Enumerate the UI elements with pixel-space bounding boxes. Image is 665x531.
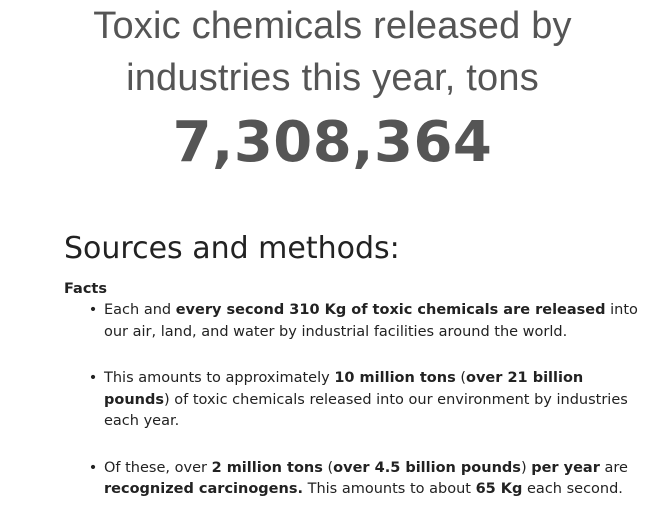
fact-text: This amounts to about <box>302 481 476 497</box>
headline-line-1: Toxic chemicals released by <box>93 5 572 47</box>
fact-item <box>88 300 644 343</box>
bullet-icon: • <box>88 370 98 386</box>
fact-text: Of these, over <box>104 459 212 476</box>
fact-text: ) <box>520 459 532 476</box>
fact-item <box>88 458 644 501</box>
fact-emphasis: recognized carcinogens. <box>104 481 303 497</box>
fact-text: each second. <box>522 481 623 497</box>
fact-emphasis: over 21 billion pounds <box>104 370 584 408</box>
toxic-release-counter: 7,308,364 <box>172 110 493 175</box>
fact-emphasis: per year <box>531 459 600 476</box>
sources-methods-heading: Sources and methods: <box>64 231 400 266</box>
fact-text: into our air, land, and water by industrial facilities around the world. <box>104 302 638 340</box>
fact-text: This amounts to approximately <box>104 370 335 386</box>
fact-text: ) of toxic chemicals released into our environment by industries each year. <box>104 391 628 429</box>
fact-text: are <box>599 459 628 476</box>
facts-label: Facts <box>64 281 107 297</box>
fact-text: ( <box>455 370 467 386</box>
fact-emphasis: over 4.5 billion pounds <box>333 459 521 476</box>
fact-text: ( <box>322 459 334 476</box>
bullet-icon: • <box>88 459 98 476</box>
bullet-icon: • <box>88 302 98 318</box>
headline <box>0 0 665 104</box>
fact-emphasis: 2 million tons <box>211 459 323 476</box>
fact-item <box>88 368 644 433</box>
facts-list <box>64 300 644 526</box>
fact-emphasis: 65 Kg <box>475 481 523 497</box>
fact-emphasis: every second 310 Kg of toxic chemicals are released <box>175 302 606 318</box>
headline-line-2: industries this year, tons <box>126 57 539 99</box>
fact-text: Each and <box>104 302 176 318</box>
fact-emphasis: 10 million tons <box>334 370 456 386</box>
